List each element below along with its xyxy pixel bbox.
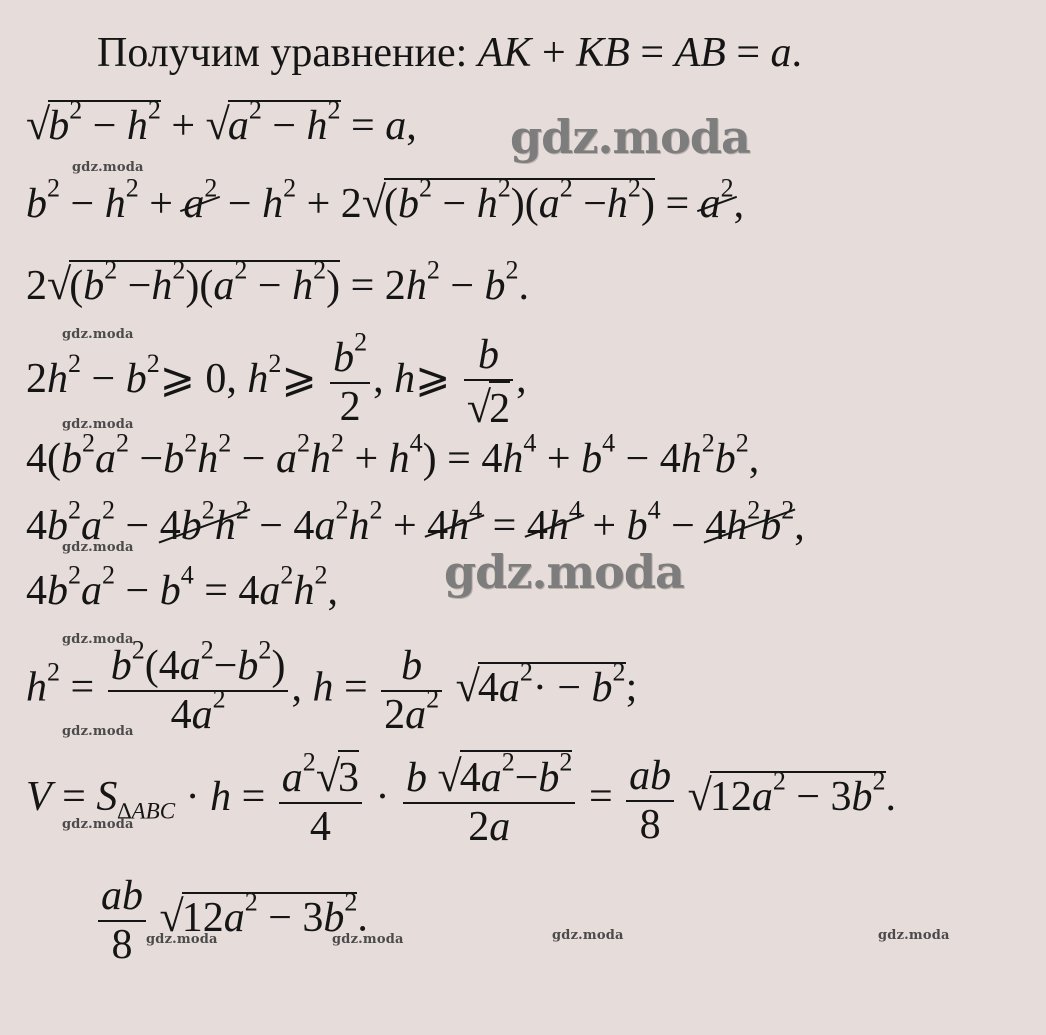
watermark-large-1: gdz.moda: [510, 110, 750, 164]
answer-line: $\frac{ab}{8}$ $√12a^2 - 3b^2$.: [95, 873, 368, 969]
watermark-small-2: gdz.moda: [62, 327, 134, 342]
watermark-small-10: gdz.moda: [552, 928, 624, 943]
watermark-small-11: gdz.moda: [878, 928, 950, 943]
intro-text: Получим уравнение:: [97, 30, 478, 76]
watermark-small-1: gdz.moda: [72, 160, 144, 175]
equation-line-5: $2h^2$ − $b^2⩾$ 0, $h^2⩾$ $\frac{b^2}{2}$ , h⩾ $\frac{b}{√2}$ ,: [26, 327, 527, 433]
equation-line-4: $2√(b^2 -h^2)(a^2 - h^2) = 2h^2 - b^2$.: [26, 255, 530, 309]
watermark-small-5: gdz.moda: [62, 632, 134, 647]
watermark-small-4: gdz.moda: [62, 540, 134, 555]
equation-line-6: $4(b^2a^2 -b^2h^2 - a^2h^2 + h^4) = 4h^4 + b^4 - 4h^2b^2$,: [26, 428, 760, 482]
equation-intro: Получим уравнение: AK + KB = AB = a.: [97, 30, 802, 76]
watermark-small-7: gdz.moda: [62, 817, 134, 832]
equation-line-9: $h^2$ = $\frac{b^2(4a^2-b^2)}{4a^2}$ , h = $\frac{b}{2a^2}$ $√4a^2\cdot - b^2$;: [26, 635, 638, 739]
equation-line-10: $V = S_{\Delta ABC} \cdot h$ = $\frac{a^2√3}{4}$ · $\frac{b √4a^2-b^2}{2a}$ = $\frac{ab}{8}$ $√12a^2 - 3b^2$.: [26, 747, 897, 851]
watermark-small-6: gdz.moda: [62, 724, 134, 739]
equation-line-3: $b^2 - h^2 + a^2 - h^2 + 2√(b^2 - h^2)(a^2 -h^2) = a^2$,: [26, 173, 745, 227]
watermark-small-3: gdz.moda: [62, 417, 134, 432]
watermark-small-9: gdz.moda: [332, 932, 404, 947]
equation-line-7: $4b^2a^2 - 4b^2h^2 - 4a^2h^2 + 4h^4 = 4h^4 + b^4 - 4h^2b^2$,: [26, 495, 805, 549]
watermark-small-8: gdz.moda: [146, 932, 218, 947]
equation-line-2: $√b^2 - h^2 + √a^2 - h^2 = a$,: [26, 95, 417, 149]
equation-line-8: $4b^2a^2 - b^4 = 4a^2h^2$,: [26, 560, 338, 614]
watermark-large-2: gdz.moda: [444, 545, 684, 599]
